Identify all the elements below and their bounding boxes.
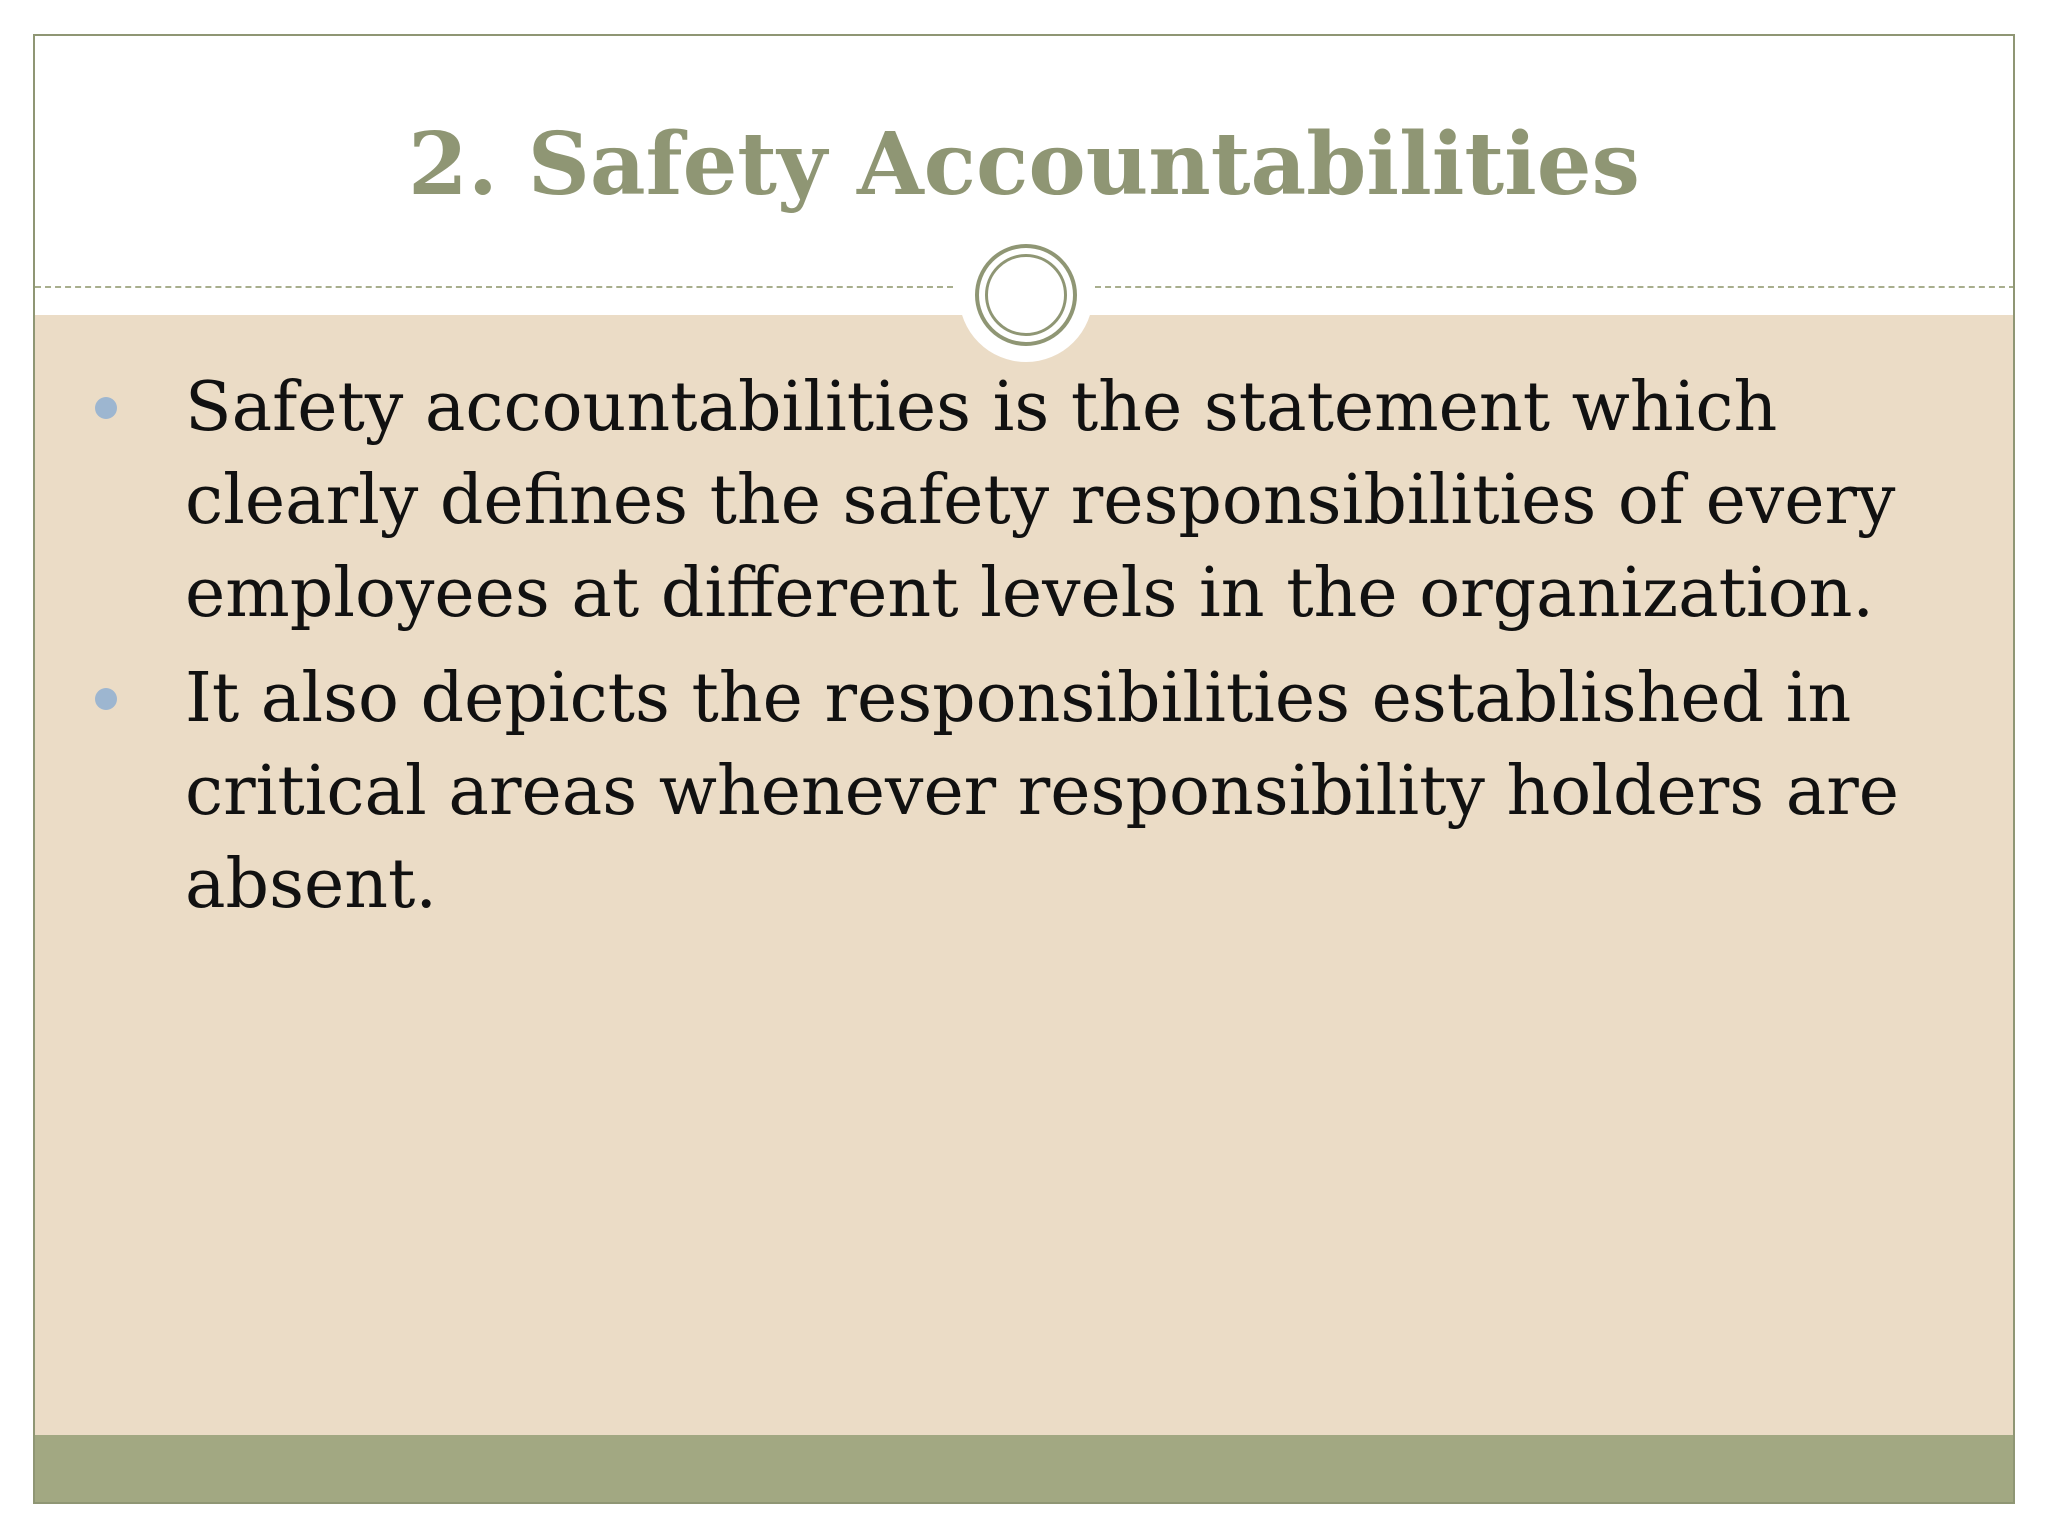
bullet-text: It also depicts the responsibilities established in critical areas whenever responsibility holders are absent. (185, 659, 1900, 924)
bullet-item (83, 652, 1983, 931)
double-ring-icon (975, 244, 1077, 346)
footer-bar (35, 1435, 2013, 1504)
divider-ornament (959, 228, 1093, 362)
title-divider-right (1095, 286, 2015, 288)
bullet-text: Safety accountabilities is the statement which clearly defines the safety responsibilities of every employees at different levels in the organization. (185, 368, 1896, 633)
bullet-dot-icon (95, 397, 117, 419)
title-divider-left (35, 286, 953, 288)
inner-ring (985, 254, 1067, 336)
bullet-list (83, 361, 1983, 943)
slide-title: 2. Safety Accountabilities (408, 114, 1640, 215)
bullet-item (83, 361, 1983, 640)
bullet-dot-icon (95, 688, 117, 710)
slide (33, 34, 2015, 1504)
